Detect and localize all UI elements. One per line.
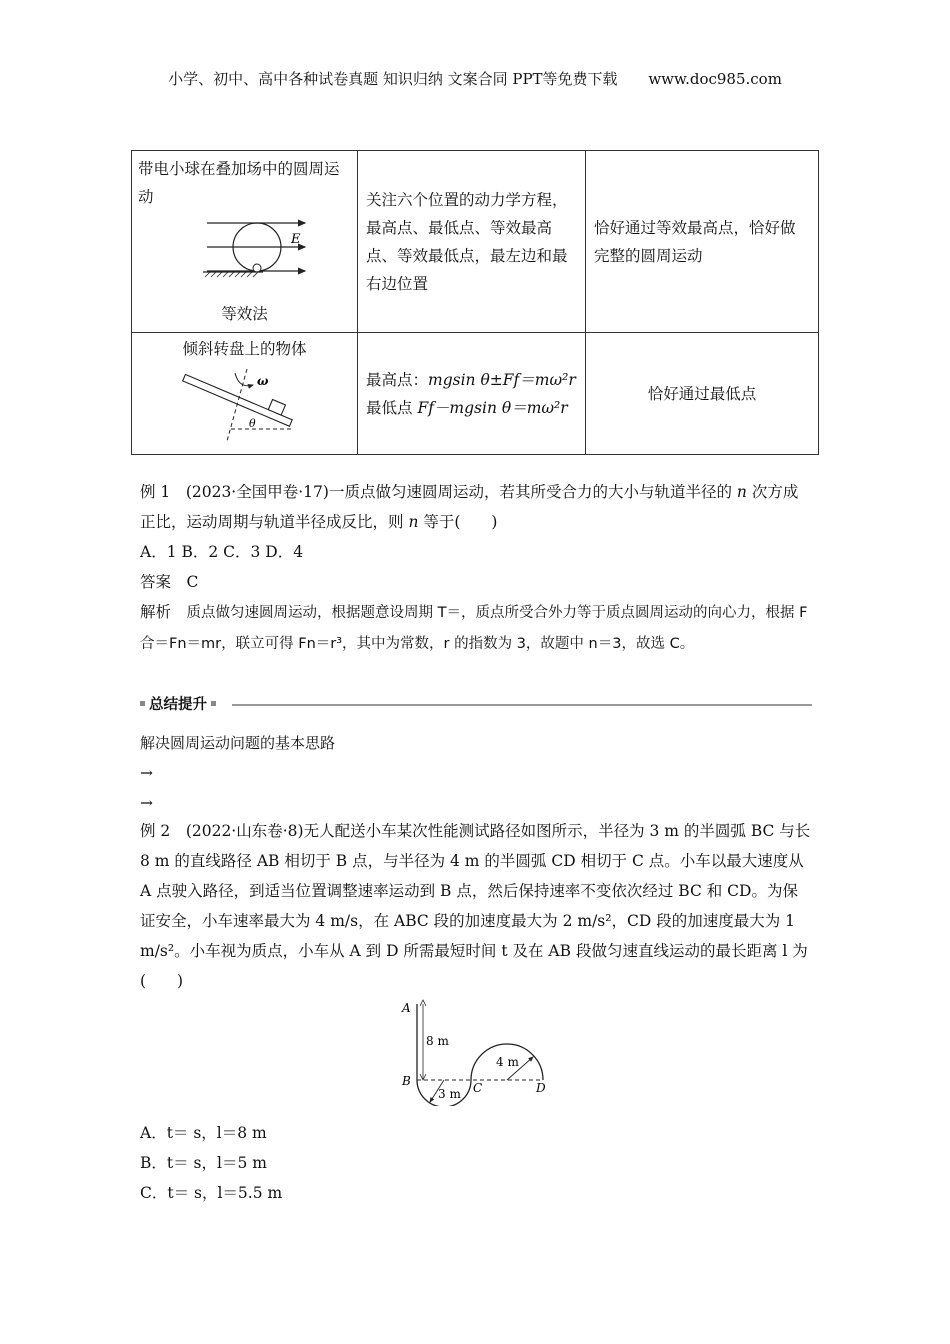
charged-ball	[253, 264, 261, 272]
header-site: www.doc985.com	[648, 70, 782, 88]
example1-var-n: n	[736, 483, 747, 501]
example2-stem	[140, 816, 812, 996]
example1-stem-b: 次方成正比，运动周期与轨道半径成反比，则	[140, 483, 799, 531]
point-C: C	[473, 1081, 483, 1095]
answer-label: 答案	[140, 573, 172, 591]
example2	[140, 816, 812, 996]
example2-label: 例 2	[140, 822, 171, 840]
option-A: A．t＝ s，l＝8 m	[140, 1124, 267, 1142]
omega-label: ω	[256, 374, 268, 388]
row2-title: 倾斜转盘上的物体	[182, 340, 307, 358]
example1-answer	[140, 567, 812, 597]
row2-top-prefix: 最高点：	[366, 370, 429, 389]
example1-stem-c: 等于( )	[423, 513, 498, 531]
track-figure	[396, 996, 566, 1106]
ab-length-label: 8 m	[426, 1034, 449, 1048]
field-label-E: E	[290, 232, 300, 247]
square-icon	[140, 701, 145, 706]
r-big-label: 4 m	[496, 1055, 519, 1069]
example1-var-n-2: n	[408, 513, 419, 531]
row2-bottom	[366, 394, 577, 422]
row1-analysis-cell	[358, 151, 586, 333]
table-row	[132, 151, 819, 333]
row1-model-cell	[132, 151, 358, 333]
summary-arrow-1: →	[140, 764, 153, 782]
row1-condition: 恰好通过等效最高点，恰好做完整的圆周运动	[594, 218, 796, 265]
example1-source: (2023·全国甲卷·17)	[185, 483, 329, 501]
inclined-disk-figure	[175, 363, 315, 443]
theta-label: θ	[248, 417, 256, 430]
row2-analysis-cell	[358, 333, 586, 455]
electric-field-circle-figure	[145, 211, 345, 291]
example1-stem-a: 一质点做匀速圆周运动，若其所受合力的大小与轨道半径的	[328, 483, 732, 501]
row1-analysis: 关注六个位置的动力学方程，最高点、最低点、等效最高点、等效最低点，最左边和最右边位置	[366, 190, 568, 293]
row2-top-formula: mgsin θ±Ff＝mω²r	[428, 370, 576, 389]
row2-model-cell	[132, 333, 358, 455]
analysis-label: 解析	[140, 603, 172, 621]
row2-condition: 恰好通过最低点	[647, 384, 757, 403]
example2-source: (2022·山东卷·8)	[185, 822, 304, 840]
page-header	[0, 68, 950, 89]
header-text: 小学、初中、高中各种试卷真题 知识归纳 文案合同 PPT等免费下载	[168, 70, 618, 88]
row1-title: 带电小球在叠加场中的圆周运动	[138, 160, 340, 206]
point-A: A	[402, 1001, 411, 1015]
example1	[140, 477, 812, 659]
row2-condition-cell	[586, 333, 819, 455]
example1-label: 例 1	[140, 483, 171, 501]
table-row	[132, 333, 819, 455]
example1-options: A．1 B．2 C．3 D．4	[140, 543, 304, 561]
row2-top	[366, 366, 577, 394]
summary-section-header	[140, 693, 812, 715]
summary-title: 解决圆周运动问题的基本思路	[140, 734, 336, 752]
point-D: D	[536, 1081, 546, 1095]
option-B: B．t＝ s，l＝5 m	[140, 1154, 267, 1172]
row2-bottom-prefix: 最低点	[366, 398, 418, 417]
example1-analysis	[140, 597, 812, 659]
point-B: B	[402, 1074, 411, 1088]
summary-arrow-2: →	[140, 794, 153, 812]
inclined-disk	[182, 364, 296, 426]
option-C: C．t＝ s，l＝5.5 m	[140, 1184, 283, 1202]
analysis-text: 质点做匀速圆周运动，根据题意设周期 T＝，质点所受合外力等于质点圆周运动的向心力，根据 F合＝Fn＝mr，联立可得 Fn＝r³，其中为常数，r 的指数为 3，故题中 n＝3，故选 C。	[140, 605, 808, 652]
r-small-label: 3 m	[438, 1087, 461, 1101]
row1-condition-cell	[586, 151, 819, 333]
square-icon	[211, 701, 216, 706]
answer-value: C	[186, 573, 199, 591]
method-table	[131, 150, 819, 455]
example1-stem	[140, 477, 812, 537]
example2-options	[140, 1118, 812, 1208]
ground-hatch	[205, 272, 258, 277]
row1-caption: 等效法	[221, 305, 268, 323]
row2-bottom-formula: Ff－mgsin θ＝mω²r	[417, 398, 568, 417]
example2-stem-text: 无人配送小车某次性能测试路径如图所示，半径为 3 m 的半圆弧 BC 与长 8 m 的直线路径 AB 相切于 B 点，与半径为 4 m 的半圆弧 CD 相切于 C 点。小车以最大速度从 A 点驶入路径，到适当位置调整速率运动到 B 点，然后保持速率不变依次经过 BC 和 CD。为保证安全，小车速率最大为 4 m/s，在 ABC 段的加速度最大为 2 m/s²，CD 段的加速度最大为 1 m/s²。小车视为质点，小车从 A 到 D 所需最短时间 t 及在 AB 段做匀速直线运动的最长距离 l 为( )	[140, 822, 811, 990]
summary-body	[140, 728, 812, 818]
divider	[232, 704, 812, 706]
summary-label: 总结提升	[149, 697, 207, 713]
